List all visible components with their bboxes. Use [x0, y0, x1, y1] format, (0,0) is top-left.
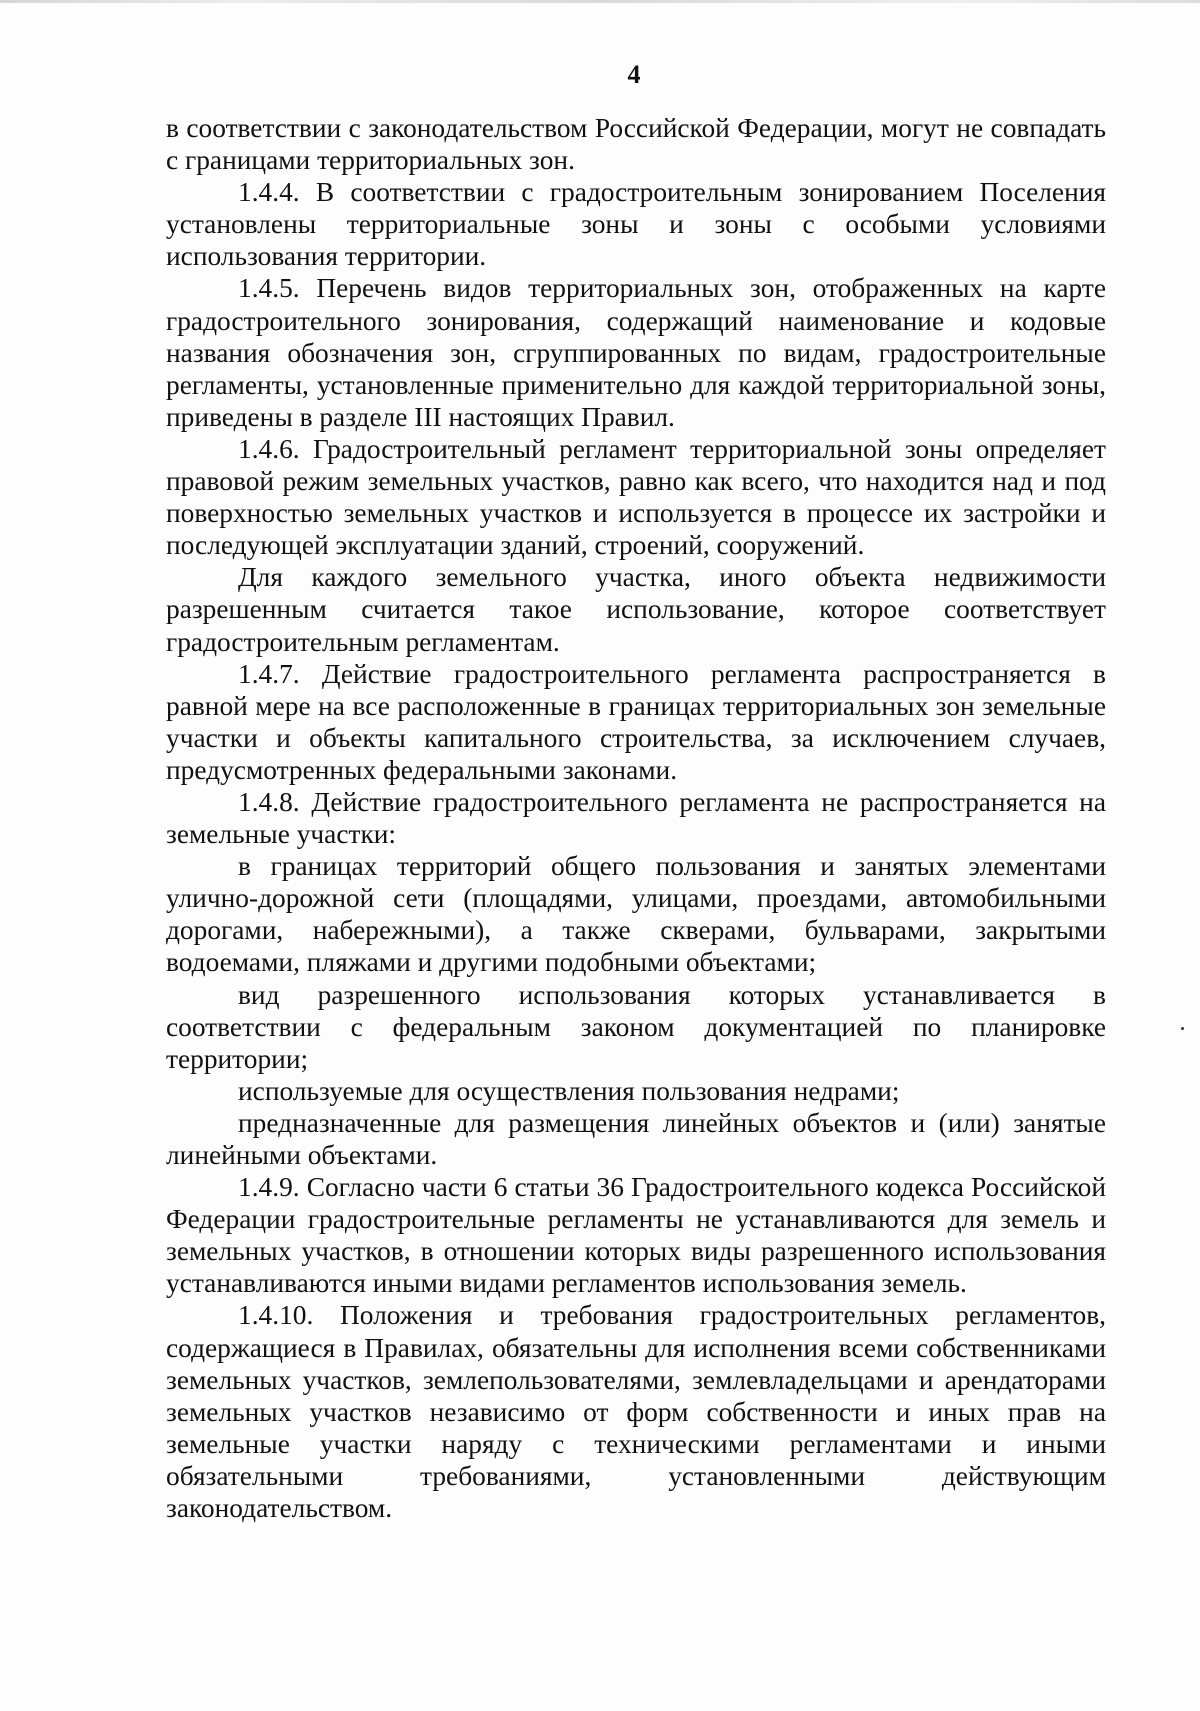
paragraph-continuation: в соответствии с законодательством Российской Федерации, могут не совпадать с границами территориальных зон.	[166, 113, 1106, 176]
scan-speck	[1181, 1027, 1184, 1030]
paragraph-1-4-7: 1.4.7. Действие градостроительного регламента распространяется в равной мере на все расположенные в границах территориальных зон земельные участки и объекты капитального строительства, за исключением случаев, предусмотренных федеральными законами.	[166, 658, 1106, 785]
scan-top-edge	[0, 0, 1200, 3]
paragraph-1-4-8: 1.4.8. Действие градостроительного регламента не распространяется на земельные участки:	[166, 786, 1106, 850]
paragraph-1-4-10: 1.4.10. Положения и требования градостроительных регламентов, содержащиеся в Правилах, обязательны для исполнения всеми собственниками земельных участков, землепользователями, землевладельцами и арендаторами земельных участков независимо от форм собственности и иных прав на земельные участки наряду с техническими регламентами и иными обязательными требованиями, установленными действующим законодательством.	[166, 1300, 1106, 1524]
list-item-public-territories: в границах территорий общего пользования и занятых элементами улично-дорожной сети (площадями, улицами, проездами, автомобильными дорогами, набережными), а также скверами, бульварами, закрытыми водоемами, пляжами и другими подобными объектами;	[166, 851, 1106, 978]
paragraph-1-4-6: 1.4.6. Градостроительный регламент территориальной зоны определяет правовой режим земельных участков, равно как всего, что находится над и под поверхностью земельных участков и используется в процессе их застройки и последующей эксплуатации зданий, строений, сооружений.	[166, 433, 1106, 561]
paragraph-1-4-5: 1.4.5. Перечень видов территориальных зон, отображенных на карте градостроительного зонирования, содержащий наименование и кодовые названия обозначения зон, сгруппированных по видам, градостроительные регламенты, установленные применительно для каждой территориальной зоны, приведены в разделе III настоящих Правил.	[166, 273, 1106, 432]
list-item-linear-objects: предназначенные для размещения линейных объектов и (или) занятые линейными объектами.	[166, 1107, 1106, 1170]
paragraph-1-4-4: 1.4.4. В соответствии с градостроительным зонированием Поселения установлены территориальные зоны и зоны с особыми условиями использования территории.	[166, 177, 1106, 272]
list-item-subsoil-use: используемые для осуществления пользования недрами;	[238, 1075, 900, 1106]
paragraph-permitted-use: Для каждого земельного участка, иного объекта недвижимости разрешенным считается такое использование, которое соответствует градостроительным регламентам.	[166, 562, 1106, 657]
page-number: 4	[627, 60, 641, 89]
document-body	[166, 112, 1106, 1524]
list-item-planning-documentation: вид разрешенного использования которых устанавливается в соответствии с федеральным законом документацией по планировке территории;	[166, 979, 1106, 1074]
paragraph-1-4-9: 1.4.9. Согласно части 6 статьи 36 Градостроительного кодекса Российской Федерации градостроительные регламенты не устанавливаются для земель и земельных участков, в отношении которых виды разрешенного использования устанавливаются иными видами регламентов использования земель.	[166, 1172, 1106, 1299]
